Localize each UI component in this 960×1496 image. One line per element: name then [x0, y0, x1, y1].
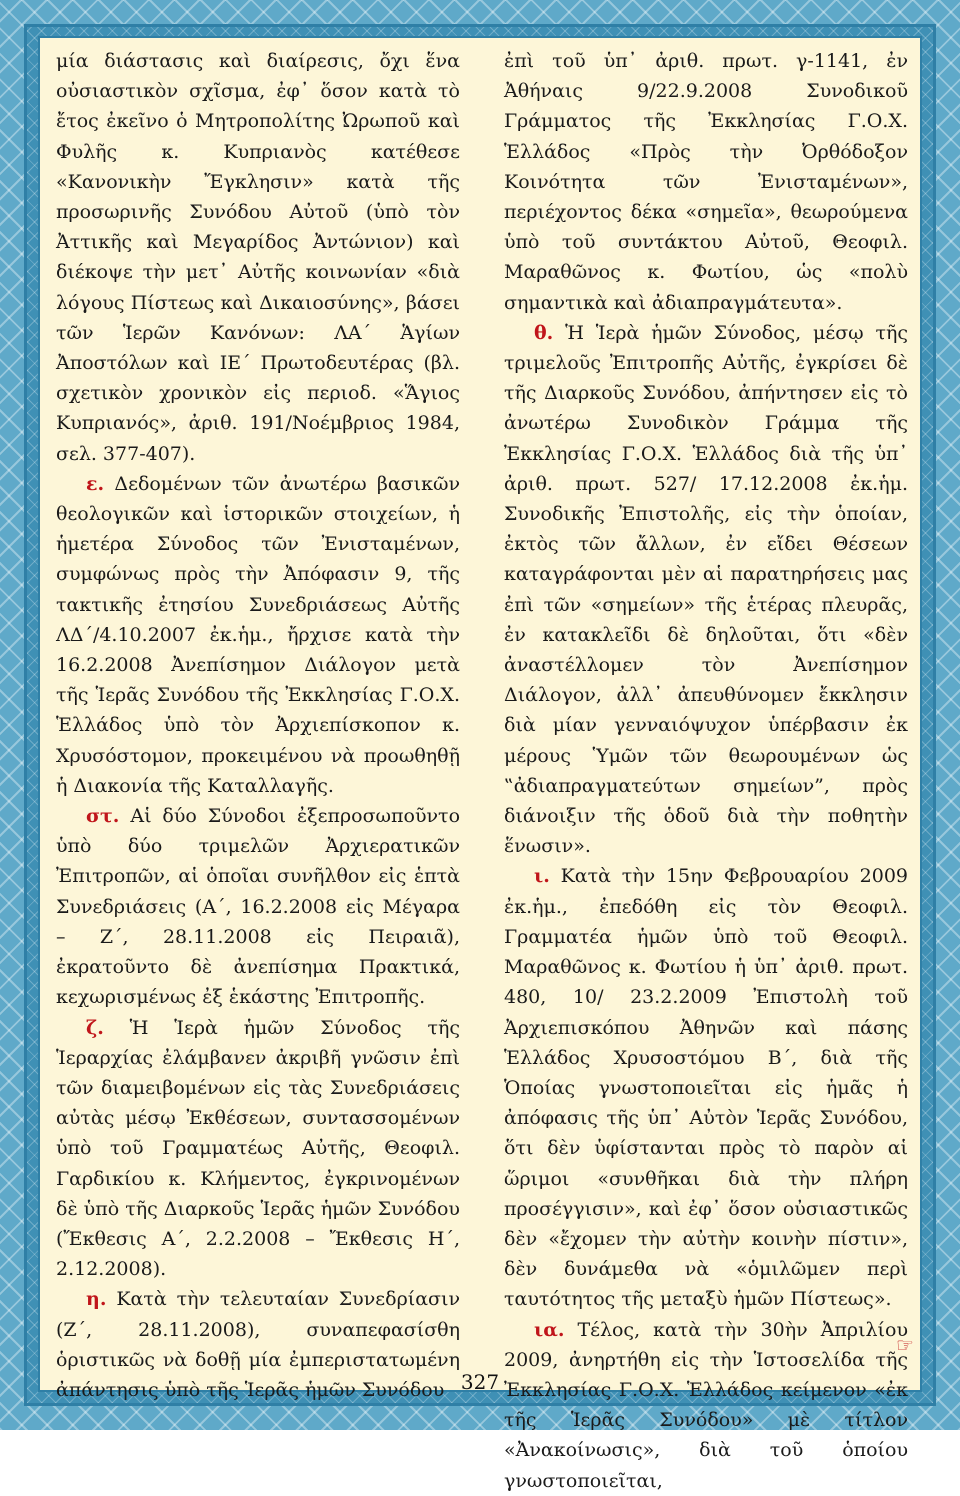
- paragraph: ζ. Ἡ Ἱερὰ ἡμῶν Σύνοδος τῆς Ἱεραρχίας ἐλάμβανεν ἀκριβῆ γνῶσιν ἐπὶ τῶν διαμειβομένων εἰς τὰς Συνεδριάσεις αὐτὰς μέσῳ Ἐκθέσεων, συντασσομένων ὑπὸ τοῦ Γραμματέως Αὐτῆς, Θεοφιλ. Γαρδικίου κ. Κλήμεντος, ἐγκρινομένων δὲ ὑπὸ τῆς Διαρκοῦς Ἱερᾶς ἡμῶν Συνόδου (Ἔκθεσις Α´, 2.2.2008 – Ἔκθεσις Η´, 2.12.2008).: [56, 1016, 460, 1281]
- paragraph: μία διάστασις καὶ διαίρεσις, ὄχι ἕνα οὐσιαστικὸν σχῖσμα, ἐφ᾽ ὅσον κατὰ τὸ ἔτος ἐκεῖνο ὁ Μητροπολίτης Ὠρωποῦ καὶ Φυλῆς κ. Κυπριανὸς κατέθεσε «Κανονικὴν Ἔγκλησιν» κατὰ τῆς προσωρινῆς Συνόδου Αὐτοῦ (ὑπὸ τὸν Ἀττικῆς καὶ Μεγαρίδος Ἀντώνιον) καὶ διέκοψε τὴν μετ᾽ Αὐτῆς κοινωνίαν «διὰ λόγους Πίστεως καὶ Δικαιοσύνης», βάσει τῶν Ἱερῶν Κανόνων: ΛΑ´ Ἁγίων Ἀποστόλων καὶ ΙΕ´ Πρωτοδευτέρας (βλ. σχετικὸν χρονικὸν εἰς περιοδ. «Ἅγιος Κυπριανός», ἀριθ. 191/Νοέμβριος 1984, σελ. 377-407).: [56, 50, 460, 465]
- paragraph: η. Κατὰ τὴν τελευταίαν Συνεδρίασιν (Ζ´, 28.11.2008), συναπεφασίσθη ὁριστικῶς νὰ δοθῇ μία ἐμπεριστατωμένη ἀπάντησις ὑπὸ τῆς Ἱερᾶς ἡμῶν Συνόδου: [56, 1288, 460, 1401]
- paragraph: στ. Αἱ δύο Σύνοδοι ἐξεπροσωποῦντο ὑπὸ δύο τριμελῶν Ἀρχιερατικῶν Ἐπιτροπῶν, αἱ ὁποῖαι συνῆλθον εἰς ἑπτὰ Συνεδριάσεις (Α´, 16.2.2008 εἰς Μέγαρα – Ζ´, 28.11.2008 εἰς Πειραιᾶ), ἐκρατοῦντο δὲ ἀνεπίσημα Πρακτικά, κεχωρισμένως ἐξ ἑκάστης Ἐπιτροπῆς.: [56, 805, 461, 1009]
- paragraph-marker: ια.: [534, 1318, 565, 1341]
- paragraph: ια. Τέλος, κατὰ τὴν 30ὴν Ἀπριλίου 2009, ἀνηρτήθη εἰς τὴν Ἱστοσελίδα τῆς Ἐκκλησίας Γ.Ο.Χ. Ἑλλάδος κείμενον «ἐκ τῆς Ἱερᾶς Συνόδου» μὲ τίτλον «Ἀνακοίνωσις», διὰ τοῦ ὁποίου γνωστοποιεῖται,: [504, 1318, 908, 1492]
- paragraph: ι. Κατὰ τὴν 15ην Φεβρουαρίου 2009 ἐκ.ἡμ., ἐπεδόθη εἰς τὸν Θεοφιλ. Γραμματέα ἡμῶν ὑπὸ τοῦ Θεοφιλ. Μαραθῶνος κ. Φωτίου ἡ ὑπ᾽ ἀριθ. πρωτ. 480, 10/ 23.2.2009 Ἐπιστολὴ τοῦ Ἀρχιεπισκόπου Ἀθηνῶν καὶ πάσης Ἑλλάδος Χρυσοστόμου Β´, διὰ τῆς Ὁποίας γνωστοποιεῖται εἰς ἡμᾶς ἡ ἀπόφασις τῆς ὑπ᾽ Αὐτὸν Ἱερᾶς Συνόδου, ὅτι δὲν ὑφίστανται πρὸς τὸ παρὸν αἱ ὥριμοι «συνθῆκαι διὰ τὴν πλήρη προσέγγισιν», καὶ ἐφ᾽ ὅσον οὐσιαστικῶς δὲν «ἔχομεν τὴν αὐτὴν κοινὴν πίστιν», δὲν δυνάμεθα νὰ «ὁμιλῶμεν περὶ ταυτότητος τῆς μεταξὺ ἡμῶν Πίστεως».: [504, 865, 908, 1311]
- right-column: [504, 46, 908, 1496]
- paragraph-marker: θ.: [534, 321, 554, 344]
- left-column: [56, 46, 460, 1405]
- paragraph-marker: ζ.: [86, 1016, 104, 1039]
- paragraph: θ. Ἡ Ἱερὰ ἡμῶν Σύνοδος, μέσῳ τῆς τριμελοῦς Ἐπιτροπῆς Αὐτῆς, ἐγκρίσει δὲ τῆς Διαρκοῦς Συνόδου, ἀπήντησεν εἰς τὸ ἀνωτέρω Συνοδικὸν Γράμμα τῆς Ἐκκλησίας Γ.Ο.Χ. Ἑλλάδος διὰ τῆς ὑπ᾽ ἀριθ. πρωτ. 527/ 17.12.2008 ἐκ.ἡμ. Συνοδικῆς Ἐπιστολῆς, εἰς τὴν ὁποίαν, ἐκτὸς τῶν ἄλλων, ἐν εἴδει Θέσεων καταγράφονται μὲν αἱ παρατηρήσεις μας ἐπὶ τῶν «σημείων» τῆς ἑτέρας πλευρᾶς, ἐν κατακλεῖδι δὲ δηλοῦται, ὅτι «δὲν ἀναστέλλομεν τὸν Ἀνεπίσημον Διάλογον, ἀλλ᾽ ἀπευθύνομεν ἔκκλησιν διὰ μίαν γενναιόψυχον ὑπέρβασιν ἐκ μέρους Ὑμῶν τῶν θεωρουμένων ὡς ‟ἀδιαπραγματεύτων σημείων”, πρὸς διάνοιξιν τῆς ὁδοῦ διὰ τὴν ποθητὴν ἕνωσιν».: [504, 321, 908, 858]
- paragraph-marker: στ.: [86, 805, 120, 828]
- paragraph: ε. Δεδομένων τῶν ἀνωτέρω βασικῶν θεολογικῶν καὶ ἱστορικῶν στοιχείων, ἡ ἡμετέρα Σύνοδος τῶν Ἐνισταμένων, συμφώνως πρὸς τὴν Ἀπόφασιν 9, τῆς τακτικῆς ἐτησίου Συνεδριάσεως Αὐτῆς ΛΔ´/4.10.2007 ἐκ.ἡμ., ἤρχισε κατὰ τὴν 16.2.2008 Ἀνεπίσημον Διάλογον μετὰ τῆς Ἱερᾶς Συνόδου τῆς Ἐκκλησίας Γ.Ο.Χ. Ἑλλάδος ὑπὸ τὸν Ἀρχιεπίσκοπον κ. Χρυσόστομον, προκειμένου νὰ προωθηθῇ ἡ Διακονία τῆς Καταλλαγῆς.: [56, 472, 460, 797]
- pointing-hand-icon: ☞: [896, 1333, 914, 1357]
- paragraph: ἐπὶ τοῦ ὑπ᾽ ἀριθ. πρωτ. γ-1141, ἐν Ἀθήναις 9/22.9.2008 Συνοδικοῦ Γράμματος τῆς Ἐκκλησίας Γ.Ο.Χ. Ἑλλάδος «Πρὸς τὴν Ὀρθόδοξον Κοινότητα τῶν Ἐνισταμένων», περιέχοντος δέκα «σημεῖα», θεωρούμενα ὑπὸ τοῦ συντάκτου Αὐτοῦ, Θεοφιλ. Μαραθῶνος κ. Φωτίου, ὡς «πολὺ σημαντικὰ καὶ ἀδιαπραγμάτευτα».: [504, 50, 908, 314]
- page-sheet: [38, 36, 922, 1492]
- paragraph-marker: ι.: [534, 865, 550, 888]
- paragraph-marker: ε.: [86, 472, 105, 495]
- page-number: 327: [460, 1370, 500, 1394]
- paragraph-marker: η.: [86, 1288, 107, 1311]
